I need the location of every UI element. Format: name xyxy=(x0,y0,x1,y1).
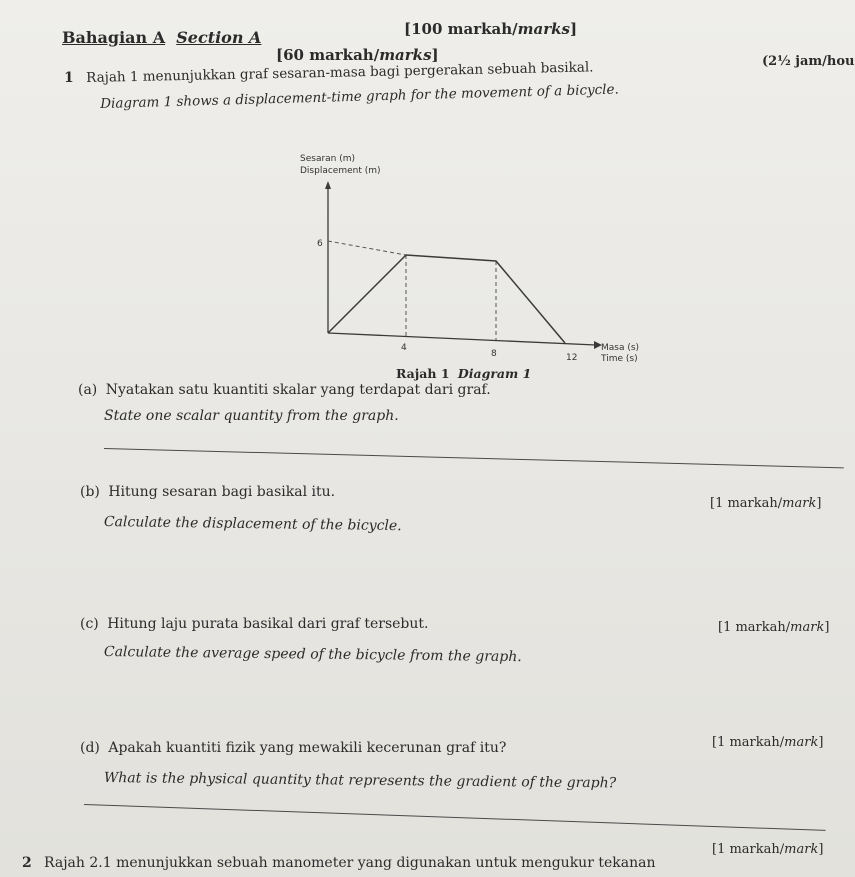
duration xyxy=(762,54,855,69)
q1a-text-ms: Nyatakan satu kuantiti skalar yang terdapat dari graf. xyxy=(105,382,491,398)
q1c-marks xyxy=(718,620,829,635)
q1-number: 1 xyxy=(64,70,74,86)
q1b-text-ms: Hitung sesaran bagi basikal itu. xyxy=(108,484,336,500)
section-marks xyxy=(276,46,439,64)
q1-stem-en: Diagram 1 shows a displacement-time graph for the movement of a bicycle. xyxy=(100,81,620,112)
q1b-en: Calculate the displacement of the bicycle. xyxy=(103,514,402,535)
q1d-marks-bottom-en: mark xyxy=(784,842,819,857)
q1c-text-ms: Hitung laju purata basikal dari graf tersebut. xyxy=(107,616,429,632)
q1d-label: (d) xyxy=(80,740,100,756)
x-tick-12: 12 xyxy=(566,353,578,363)
section-title-en: Section A xyxy=(176,28,262,47)
q1d-marks-bottom-ms: [1 markah/ xyxy=(712,842,785,857)
x-axis-label-en: Time (s) xyxy=(601,354,638,364)
y-guide-6 xyxy=(328,241,406,255)
q1d-marks-bottom-end: ] xyxy=(818,842,824,857)
q1a-answer-line[interactable] xyxy=(104,448,844,468)
q1b-marks xyxy=(710,496,821,511)
q2-stem-ms: Rajah 2.1 menunjukkan sebuah manometer yang digunakan untuk mengukur tekanan xyxy=(44,855,656,871)
section-marks-end: ] xyxy=(431,46,439,64)
q2-number: 2 xyxy=(22,855,32,871)
q1d-marks-end: ] xyxy=(818,735,824,750)
q1b-label: (b) xyxy=(80,484,100,500)
total-marks xyxy=(404,20,577,38)
y-axis-label-ms: Sesaran (m) xyxy=(300,154,356,164)
section-heading xyxy=(62,28,261,47)
q1c-en: Calculate the average speed of the bicycle from the graph. xyxy=(103,644,522,666)
q1c-label: (c) xyxy=(80,616,99,632)
caption-en: Diagram 1 xyxy=(457,366,532,381)
q1a-en: State one scalar quantity from the graph. xyxy=(104,408,399,424)
q1b-marks-end: ] xyxy=(816,496,822,511)
q1d-marks-ms: [1 markah/ xyxy=(712,735,785,750)
caption-ms: Rajah 1 xyxy=(396,366,450,381)
q1d-marks-en: mark xyxy=(784,735,819,750)
y-tick-6: 6 xyxy=(317,239,323,249)
x-axis xyxy=(328,333,596,345)
section-title-ms: Bahagian A xyxy=(62,28,166,47)
displacement-time-graph xyxy=(300,145,660,375)
q1c-marks-end: ] xyxy=(824,620,830,635)
q1c-ms xyxy=(80,616,428,632)
x-tick-4: 4 xyxy=(401,343,407,353)
y-axis-label-en: Displacement (m) xyxy=(300,166,381,176)
total-marks-end: ] xyxy=(569,20,578,38)
q1d-text-ms: Apakah kuantiti fizik yang mewakili kecerunan graf itu? xyxy=(108,740,507,756)
q1c-marks-en: mark xyxy=(790,620,825,635)
total-marks-ms: [100 markah/ xyxy=(404,20,518,38)
section-marks-ms: [60 markah/ xyxy=(276,46,380,64)
q1d-ms xyxy=(80,740,506,756)
q1-stem-ms: Rajah 1 menunjukkan graf sesaran-masa bagi pergerakan sebuah basikal. xyxy=(86,59,594,86)
x-axis-label-ms: Masa (s) xyxy=(601,343,640,353)
duration-text: (2½ jam/hou xyxy=(762,54,855,69)
q1d-en: What is the physical quantity that represents the gradient of the graph? xyxy=(103,770,617,792)
displacement-line xyxy=(328,255,565,343)
diagram-caption xyxy=(396,366,531,381)
q1a-ms xyxy=(78,382,491,398)
y-axis-arrow xyxy=(325,181,331,189)
q1d-marks xyxy=(712,735,823,750)
total-marks-en: marks xyxy=(517,20,570,38)
x-tick-8: 8 xyxy=(491,349,497,359)
q1b-marks-en: mark xyxy=(782,496,817,511)
q1a-label: (a) xyxy=(78,382,98,398)
q1d-marks-bottom xyxy=(712,842,823,857)
q1c-marks-ms: [1 markah/ xyxy=(718,620,791,635)
section-marks-en: marks xyxy=(379,46,432,64)
q1d-answer-line[interactable] xyxy=(84,804,826,831)
q1b-ms xyxy=(80,484,335,500)
q1b-marks-ms: [1 markah/ xyxy=(710,496,783,511)
